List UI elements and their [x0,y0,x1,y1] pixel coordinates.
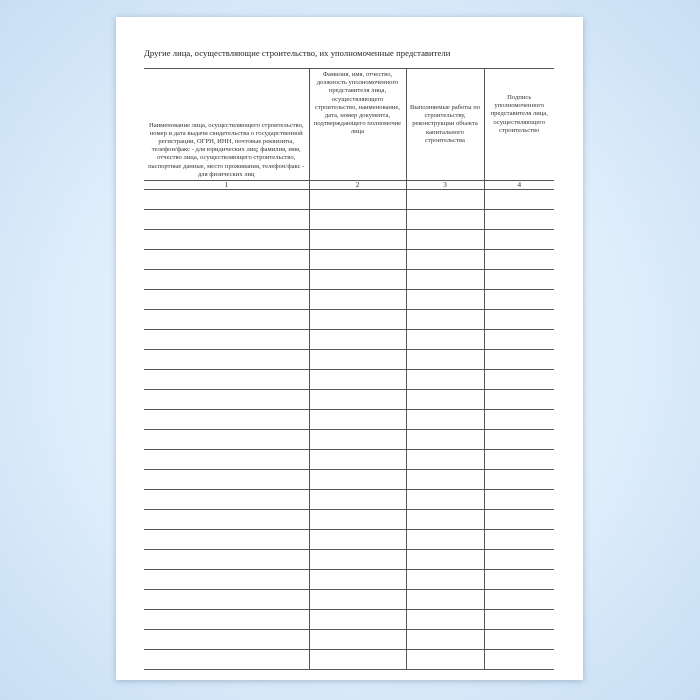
table-cell [406,510,484,530]
table-header-row [144,69,554,181]
table-row [144,270,554,290]
table-cell [406,230,484,250]
table-cell [406,590,484,610]
table-cell [484,350,554,370]
representatives-table [144,68,554,670]
table-row [144,650,554,670]
table-cell [406,530,484,550]
table-row [144,430,554,450]
page-title: Другие лица, осуществляющие строительство, их уполномоченные представители [144,48,451,58]
table-cell [406,330,484,350]
table-cell [484,270,554,290]
table-cell [309,450,406,470]
table-cell [406,490,484,510]
table-cell [144,530,309,550]
table-cell [484,370,554,390]
table-cell [144,230,309,250]
column-header-signature: Подпись уполномоченного представителя лица, осуществляющего строительство [484,69,554,181]
table-cell [484,250,554,270]
column-header-organization: Наименование лица, осуществляющего строительство, номер и дата выдачи свидетельства о государственной регистрации, ОГРН, ИНН, почтовые реквизиты, телефон/факс - для юридических лиц; фамилия, имя, отчество лица, осуществляющего строительство, паспортные данные, место проживания, телефон/факс - для физических лиц [144,69,309,181]
table-cell [309,630,406,650]
table-cell [484,390,554,410]
table-cell [309,210,406,230]
table-cell [309,410,406,430]
column-number: 1 [144,181,309,190]
column-header-works: Выполняемые работы по строительству, реконструкции объекта капитального строительства [406,69,484,181]
table-cell [144,570,309,590]
table-row [144,370,554,390]
table-cell [144,270,309,290]
table-cell [309,590,406,610]
table-row [144,530,554,550]
table-cell [144,550,309,570]
table-cell [484,490,554,510]
table-cell [484,290,554,310]
table-cell [309,290,406,310]
table-cell [406,350,484,370]
table-cell [406,270,484,290]
table-cell [309,650,406,670]
table-cell [484,650,554,670]
table-cell [406,610,484,630]
table-cell [309,550,406,570]
column-number: 4 [484,181,554,190]
table-cell [309,350,406,370]
table-cell [309,230,406,250]
table-cell [144,650,309,670]
table-cell [309,330,406,350]
table-cell [406,430,484,450]
table-cell [484,550,554,570]
table-cell [144,390,309,410]
table-cell [406,390,484,410]
table-cell [309,570,406,590]
table-cell [309,430,406,450]
table-row [144,510,554,530]
table-row [144,330,554,350]
table-cell [309,270,406,290]
table-row [144,610,554,630]
table-cell [144,630,309,650]
table-cell [144,490,309,510]
table-cell [484,470,554,490]
table-cell [484,430,554,450]
table-cell [406,290,484,310]
table-row [144,590,554,610]
table-cell [406,250,484,270]
table-cell [406,630,484,650]
table-cell [144,290,309,310]
table-cell [144,250,309,270]
table-cell [484,190,554,210]
table-row [144,490,554,510]
table-cell [309,490,406,510]
table-cell [484,310,554,330]
document-page [116,17,583,680]
table-cell [406,310,484,330]
table-cell [144,590,309,610]
table-cell [484,530,554,550]
table-cell [144,310,309,330]
table-cell [484,210,554,230]
column-number-row [144,181,554,190]
table-row [144,350,554,370]
table-row [144,250,554,270]
table-cell [144,190,309,210]
table-cell [309,250,406,270]
table-cell [406,570,484,590]
table-row [144,190,554,210]
table-row [144,410,554,430]
table-row [144,630,554,650]
table-cell [144,470,309,490]
table-cell [309,530,406,550]
table-cell [406,470,484,490]
table-cell [484,450,554,470]
table-cell [309,310,406,330]
table-cell [144,210,309,230]
table-cell [484,590,554,610]
table-cell [484,410,554,430]
table-cell [406,650,484,670]
table-cell [309,370,406,390]
table-cell [309,190,406,210]
table-row [144,550,554,570]
table-row [144,450,554,470]
table-cell [309,610,406,630]
table-cell [309,510,406,530]
table-cell [144,330,309,350]
table-cell [144,410,309,430]
table-row [144,570,554,590]
table-cell [144,350,309,370]
table-cell [144,450,309,470]
table-row [144,290,554,310]
table-row [144,470,554,490]
table-cell [406,550,484,570]
column-number: 2 [309,181,406,190]
table-row [144,390,554,410]
table-cell [309,470,406,490]
table-cell [406,450,484,470]
table-cell [484,510,554,530]
table-cell [406,190,484,210]
table-cell [406,210,484,230]
table-cell [309,390,406,410]
table-cell [406,410,484,430]
table-cell [484,570,554,590]
table-cell [484,610,554,630]
table-cell [484,330,554,350]
table-cell [144,610,309,630]
table-cell [406,370,484,390]
table-cell [484,630,554,650]
table-cell [144,510,309,530]
table-row [144,230,554,250]
table-row [144,310,554,330]
column-number: 3 [406,181,484,190]
table-cell [144,370,309,390]
table-row [144,210,554,230]
column-header-representative: Фамилия, имя, отчество, должность уполномоченного представителя лица, осуществляющего строительство, наименование, дата, номер документа, подтверждающего полномочие лица [309,69,406,181]
table-cell [144,430,309,450]
table-cell [484,230,554,250]
